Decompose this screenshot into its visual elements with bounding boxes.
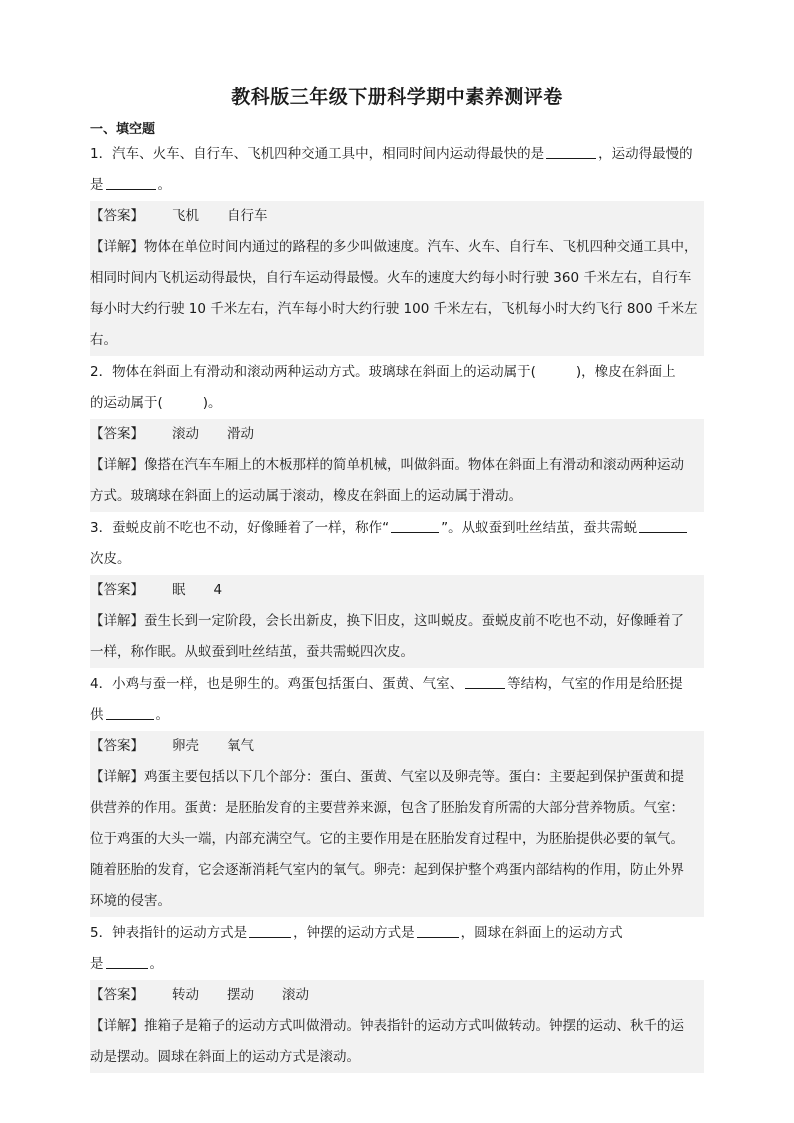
answer-value: 眠 — [172, 582, 186, 598]
question-5-text-d: 是 — [90, 956, 104, 972]
answer-blank — [106, 718, 154, 720]
answer-row-1 — [90, 201, 704, 232]
analysis-label: 【详解】 — [90, 457, 144, 473]
answer-label: 【答案】 — [90, 987, 144, 1003]
analysis-4-line-4: 随着胚胎的发育，它会逐渐消耗气室内的氧气。卵壳：起到保护整个鸡蛋内部结构的作用，防止外界 — [90, 855, 704, 886]
analysis-5-line-2: 动是摆动。圆球在斜面上的运动方式是滚动。 — [90, 1042, 704, 1073]
answer-blank — [417, 936, 459, 938]
answer-value: 转动 — [172, 987, 199, 1003]
question-1-text-a: 1．汽车、火车、自行车、飞机四种交通工具中，相同时间内运动得最快的是 — [90, 146, 545, 162]
question-4-text-c: 供 — [90, 707, 104, 723]
answer-value: 滚动 — [172, 426, 199, 442]
analysis-1-line-3: 每小时大约行驶 10 千米左右，汽车每小时大约行驶 100 千米左右，飞机每小时大约飞行 800 千米左 — [90, 294, 704, 325]
answer-label: 【答案】 — [90, 208, 144, 224]
answer-value: 卵壳 — [172, 738, 199, 754]
question-1-line-1 — [90, 139, 704, 170]
answer-value: 氧气 — [227, 738, 254, 754]
analysis-text: 像搭在汽车车厢上的木板那样的简单机械，叫做斜面。物体在斜面上有滑动和滚动两种运动 — [144, 457, 684, 473]
question-3-text-b: ”。从蚁蚕到吐丝结茧，蚕共需蜕 — [441, 520, 638, 536]
analysis-4-line-2: 供营养的作用。蛋黄：是胚胎发育的主要营养来源，包含了胚胎发育所需的大部分营养物质。气室： — [90, 793, 704, 824]
answer-value: 自行车 — [227, 208, 268, 224]
analysis-2-line-1 — [90, 450, 704, 481]
analysis-1-line-4: 右。 — [90, 325, 704, 356]
question-5-line-2 — [90, 949, 704, 980]
question-1-text-c: 是 — [90, 177, 104, 193]
section-heading: 一、填空题 — [90, 122, 156, 137]
question-4-line-1 — [90, 669, 704, 700]
answer-blank — [106, 188, 156, 190]
question-2-text-d: )。 — [202, 395, 222, 411]
question-4-text-d: 。 — [155, 707, 169, 723]
question-2-text-b: )，橡皮在斜面上 — [575, 364, 676, 380]
answer-value: 摆动 — [227, 987, 254, 1003]
answer-blank — [546, 157, 596, 159]
answer-row-3 — [90, 575, 704, 606]
analysis-label: 【详解】 — [90, 613, 144, 629]
answer-blank — [639, 531, 687, 533]
answer-blank — [465, 687, 505, 689]
answer-value: 滑动 — [227, 426, 254, 442]
question-2-line-2 — [90, 388, 704, 419]
analysis-4-line-1 — [90, 762, 704, 793]
question-4-text-a: 4．小鸡与蚕一样，也是卵生的。鸡蛋包括蛋白、蛋黄、气室、 — [90, 676, 464, 692]
analysis-label: 【详解】 — [90, 1018, 144, 1034]
analysis-5-line-1 — [90, 1011, 704, 1042]
analysis-label: 【详解】 — [90, 239, 144, 255]
answer-label: 【答案】 — [90, 426, 144, 442]
question-3-line-2 — [90, 544, 704, 575]
question-5-text-c: ，圆球在斜面上的运动方式 — [460, 925, 623, 941]
question-5-line-1 — [90, 918, 704, 949]
analysis-3-line-2: 一样，称作眠。从蚁蚕到吐丝结茧，蚕共需蜕四次皮。 — [90, 637, 704, 668]
analysis-text: 推箱子是箱子的运动方式叫做滑动。钟表指针的运动方式叫做转动。钟摆的运动、秋千的运 — [144, 1018, 684, 1034]
question-4-text-b: 等结构，气室的作用是给胚提 — [507, 676, 683, 692]
answer-row-2 — [90, 419, 704, 450]
answer-value: 滚动 — [282, 987, 309, 1003]
analysis-text: 物体在单位时间内通过的路程的多少叫做速度。汽车、火车、自行车、飞机四种交通工具中， — [144, 239, 698, 255]
analysis-4-line-5: 环境的侵害。 — [90, 886, 704, 917]
analysis-label: 【详解】 — [90, 769, 144, 785]
analysis-2-line-2: 方式。玻璃球在斜面上的运动属于滚动，橡皮在斜面上的运动属于滑动。 — [90, 481, 704, 512]
analysis-1-line-2: 相同时间内飞机运动得最快，自行车运动得最慢。火车的速度大约每小时行驶 360 千米左右，自行车 — [90, 263, 704, 294]
question-5-text-b: ，钟摆的运动方式是 — [293, 925, 415, 941]
answer-blank — [106, 967, 148, 969]
question-5-text-a: 5．钟表指针的运动方式是 — [90, 925, 248, 941]
question-1-text-d: 。 — [157, 177, 171, 193]
analysis-4-line-3: 位于鸡蛋的大头一端，内部充满空气。它的主要作用是在胚胎发育过程中，为胚胎提供必要的氧气。 — [90, 824, 704, 855]
answer-row-5 — [90, 980, 704, 1011]
answer-value: 飞机 — [172, 208, 199, 224]
analysis-text: 鸡蛋主要包括以下几个部分：蛋白、蛋黄、气室以及卵壳等。蛋白：主要起到保护蛋黄和提 — [144, 769, 684, 785]
page-title: 教科版三年级下册科学期中素养测评卷 — [231, 86, 563, 108]
question-2-line-1 — [90, 357, 704, 388]
analysis-text: 蚕生长到一定阶段，会长出新皮，换下旧皮，这叫蜕皮。蚕蜕皮前不吃也不动，好像睡着了 — [144, 613, 684, 629]
analysis-1-line-1 — [90, 232, 704, 263]
answer-row-4 — [90, 731, 704, 762]
question-5-text-e: 。 — [149, 956, 163, 972]
question-3-text-c: 次皮。 — [90, 551, 131, 567]
question-2-text-c: 的运动属于( — [90, 395, 163, 411]
question-3-line-1 — [90, 513, 704, 544]
answer-label: 【答案】 — [90, 738, 144, 754]
answer-value: 4 — [213, 582, 223, 598]
answer-blank — [391, 531, 439, 533]
question-1-line-2 — [90, 170, 704, 201]
question-3-text-a: 3．蚕蜕皮前不吃也不动，好像睡着了一样，称作“ — [90, 520, 390, 536]
question-1-text-b: ，运动得最慢的 — [598, 146, 693, 162]
question-2-text-a: 2．物体在斜面上有滑动和滚动两种运动方式。玻璃球在斜面上的运动属于( — [90, 364, 536, 380]
answer-blank — [249, 936, 291, 938]
analysis-3-line-1 — [90, 606, 704, 637]
answer-label: 【答案】 — [90, 582, 144, 598]
question-4-line-2 — [90, 700, 704, 731]
